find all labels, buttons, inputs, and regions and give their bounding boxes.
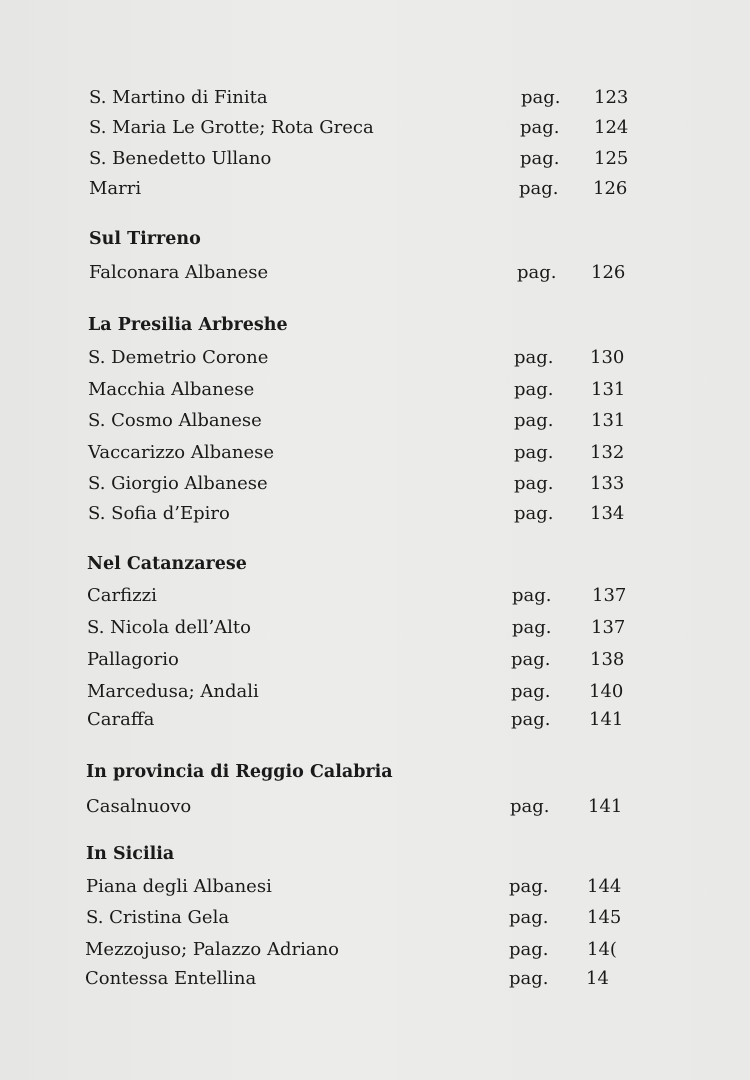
entry-title: Pallagorio (87, 649, 179, 670)
entry-pag-label: pag. (510, 796, 550, 817)
entry-title: Mezzojuso; Palazzo Adriano (85, 939, 340, 960)
section-heading: In Sicilia (86, 844, 175, 864)
toc-entry (86, 794, 646, 820)
entry-page-number: 124 (594, 117, 629, 138)
toc-entry (88, 471, 648, 497)
section-heading: Sul Tirreno (89, 229, 201, 249)
toc-entry (87, 679, 647, 705)
entry-pag-label: pag. (511, 649, 551, 670)
toc-entry (88, 501, 648, 527)
entry-pag-label: pag. (519, 178, 559, 199)
entry-pag-label: pag. (514, 503, 554, 524)
entry-page-number: 134 (590, 503, 625, 524)
entry-page-number: 138 (590, 649, 625, 670)
entry-page-number: 14 (586, 968, 609, 989)
toc-entry (87, 583, 647, 609)
section-heading: La Presilia Arbreshe (88, 315, 288, 335)
toc-entry (86, 874, 646, 900)
entry-pag-label: pag. (520, 148, 560, 169)
entry-pag-label: pag. (512, 617, 552, 638)
entry-title: Vaccarizzo Albanese (88, 442, 275, 463)
entry-page-number: 131 (591, 379, 626, 400)
entry-page-number: 145 (587, 907, 622, 928)
entry-page-number: 14( (587, 939, 617, 960)
entry-pag-label: pag. (511, 681, 551, 702)
entry-page-number: 133 (590, 473, 625, 494)
entry-title: Caraffa (87, 709, 155, 730)
entry-title: S. Cosmo Albanese (88, 410, 262, 431)
toc-entry (89, 260, 649, 286)
entry-page-number: 125 (594, 148, 629, 169)
entry-pag-label: pag. (521, 87, 561, 108)
toc-entry (85, 937, 645, 963)
entry-pag-label: pag. (514, 347, 554, 368)
entry-page-number: 123 (594, 87, 629, 108)
entry-page-number: 126 (593, 178, 628, 199)
entry-pag-label: pag. (514, 379, 554, 400)
entry-pag-label: pag. (509, 939, 549, 960)
section-heading: Nel Catanzarese (87, 554, 247, 574)
entry-pag-label: pag. (509, 876, 549, 897)
entry-page-number: 137 (592, 585, 627, 606)
toc-entry (87, 707, 647, 733)
entry-pag-label: pag. (512, 585, 552, 606)
entry-title: S. Maria Le Grotte; Rota Greca (89, 117, 374, 138)
toc-entry (86, 905, 646, 931)
entry-title: Falconara Albanese (89, 262, 269, 283)
entry-page-number: 130 (590, 347, 625, 368)
entry-pag-label: pag. (520, 117, 560, 138)
toc-entry (87, 647, 647, 673)
entry-title: Piana degli Albanesi (86, 876, 272, 897)
entry-pag-label: pag. (509, 907, 549, 928)
entry-pag-label: pag. (514, 442, 554, 463)
entry-pag-label: pag. (514, 410, 554, 431)
entry-page-number: 126 (591, 262, 626, 283)
entry-page-number: 144 (587, 876, 622, 897)
section-heading: In provincia di Reggio Calabria (86, 762, 393, 782)
entry-pag-label: pag. (514, 473, 554, 494)
toc-entry (89, 115, 649, 141)
entry-page-number: 137 (591, 617, 626, 638)
entry-title: S. Demetrio Corone (88, 347, 269, 368)
entry-page-number: 132 (590, 442, 625, 463)
entry-page-number: 141 (588, 796, 623, 817)
entry-pag-label: pag. (509, 968, 549, 989)
entry-title: S. Cristina Gela (86, 907, 230, 928)
entry-title: Casalnuovo (86, 796, 192, 817)
entry-title: S. Benedetto Ullano (89, 148, 272, 169)
entry-pag-label: pag. (511, 709, 551, 730)
entry-title: Carfizzi (87, 585, 157, 606)
entry-title: Contessa Entellina (85, 968, 257, 989)
entry-pag-label: pag. (517, 262, 557, 283)
toc-entry (89, 85, 649, 111)
toc-entry (88, 345, 648, 371)
toc-entry (87, 615, 647, 641)
entry-title: Macchia Albanese (88, 379, 255, 400)
entry-title: S. Sofia d’Epiro (88, 503, 230, 524)
toc-entry (89, 146, 649, 172)
entry-title: S. Giorgio Albanese (88, 473, 268, 494)
entry-page-number: 141 (589, 709, 624, 730)
entry-title: Marri (89, 178, 142, 199)
toc-entry (88, 408, 648, 434)
toc-entry (89, 176, 649, 202)
toc-entry (88, 377, 648, 403)
entry-title: S. Nicola dell’Alto (87, 617, 252, 638)
entry-title: S. Martino di Finita (89, 87, 268, 108)
entry-title: Marcedusa; Andali (87, 681, 259, 702)
entry-page-number: 140 (589, 681, 624, 702)
entry-page-number: 131 (591, 410, 626, 431)
toc-entry (88, 440, 648, 466)
toc-entry (85, 966, 645, 992)
